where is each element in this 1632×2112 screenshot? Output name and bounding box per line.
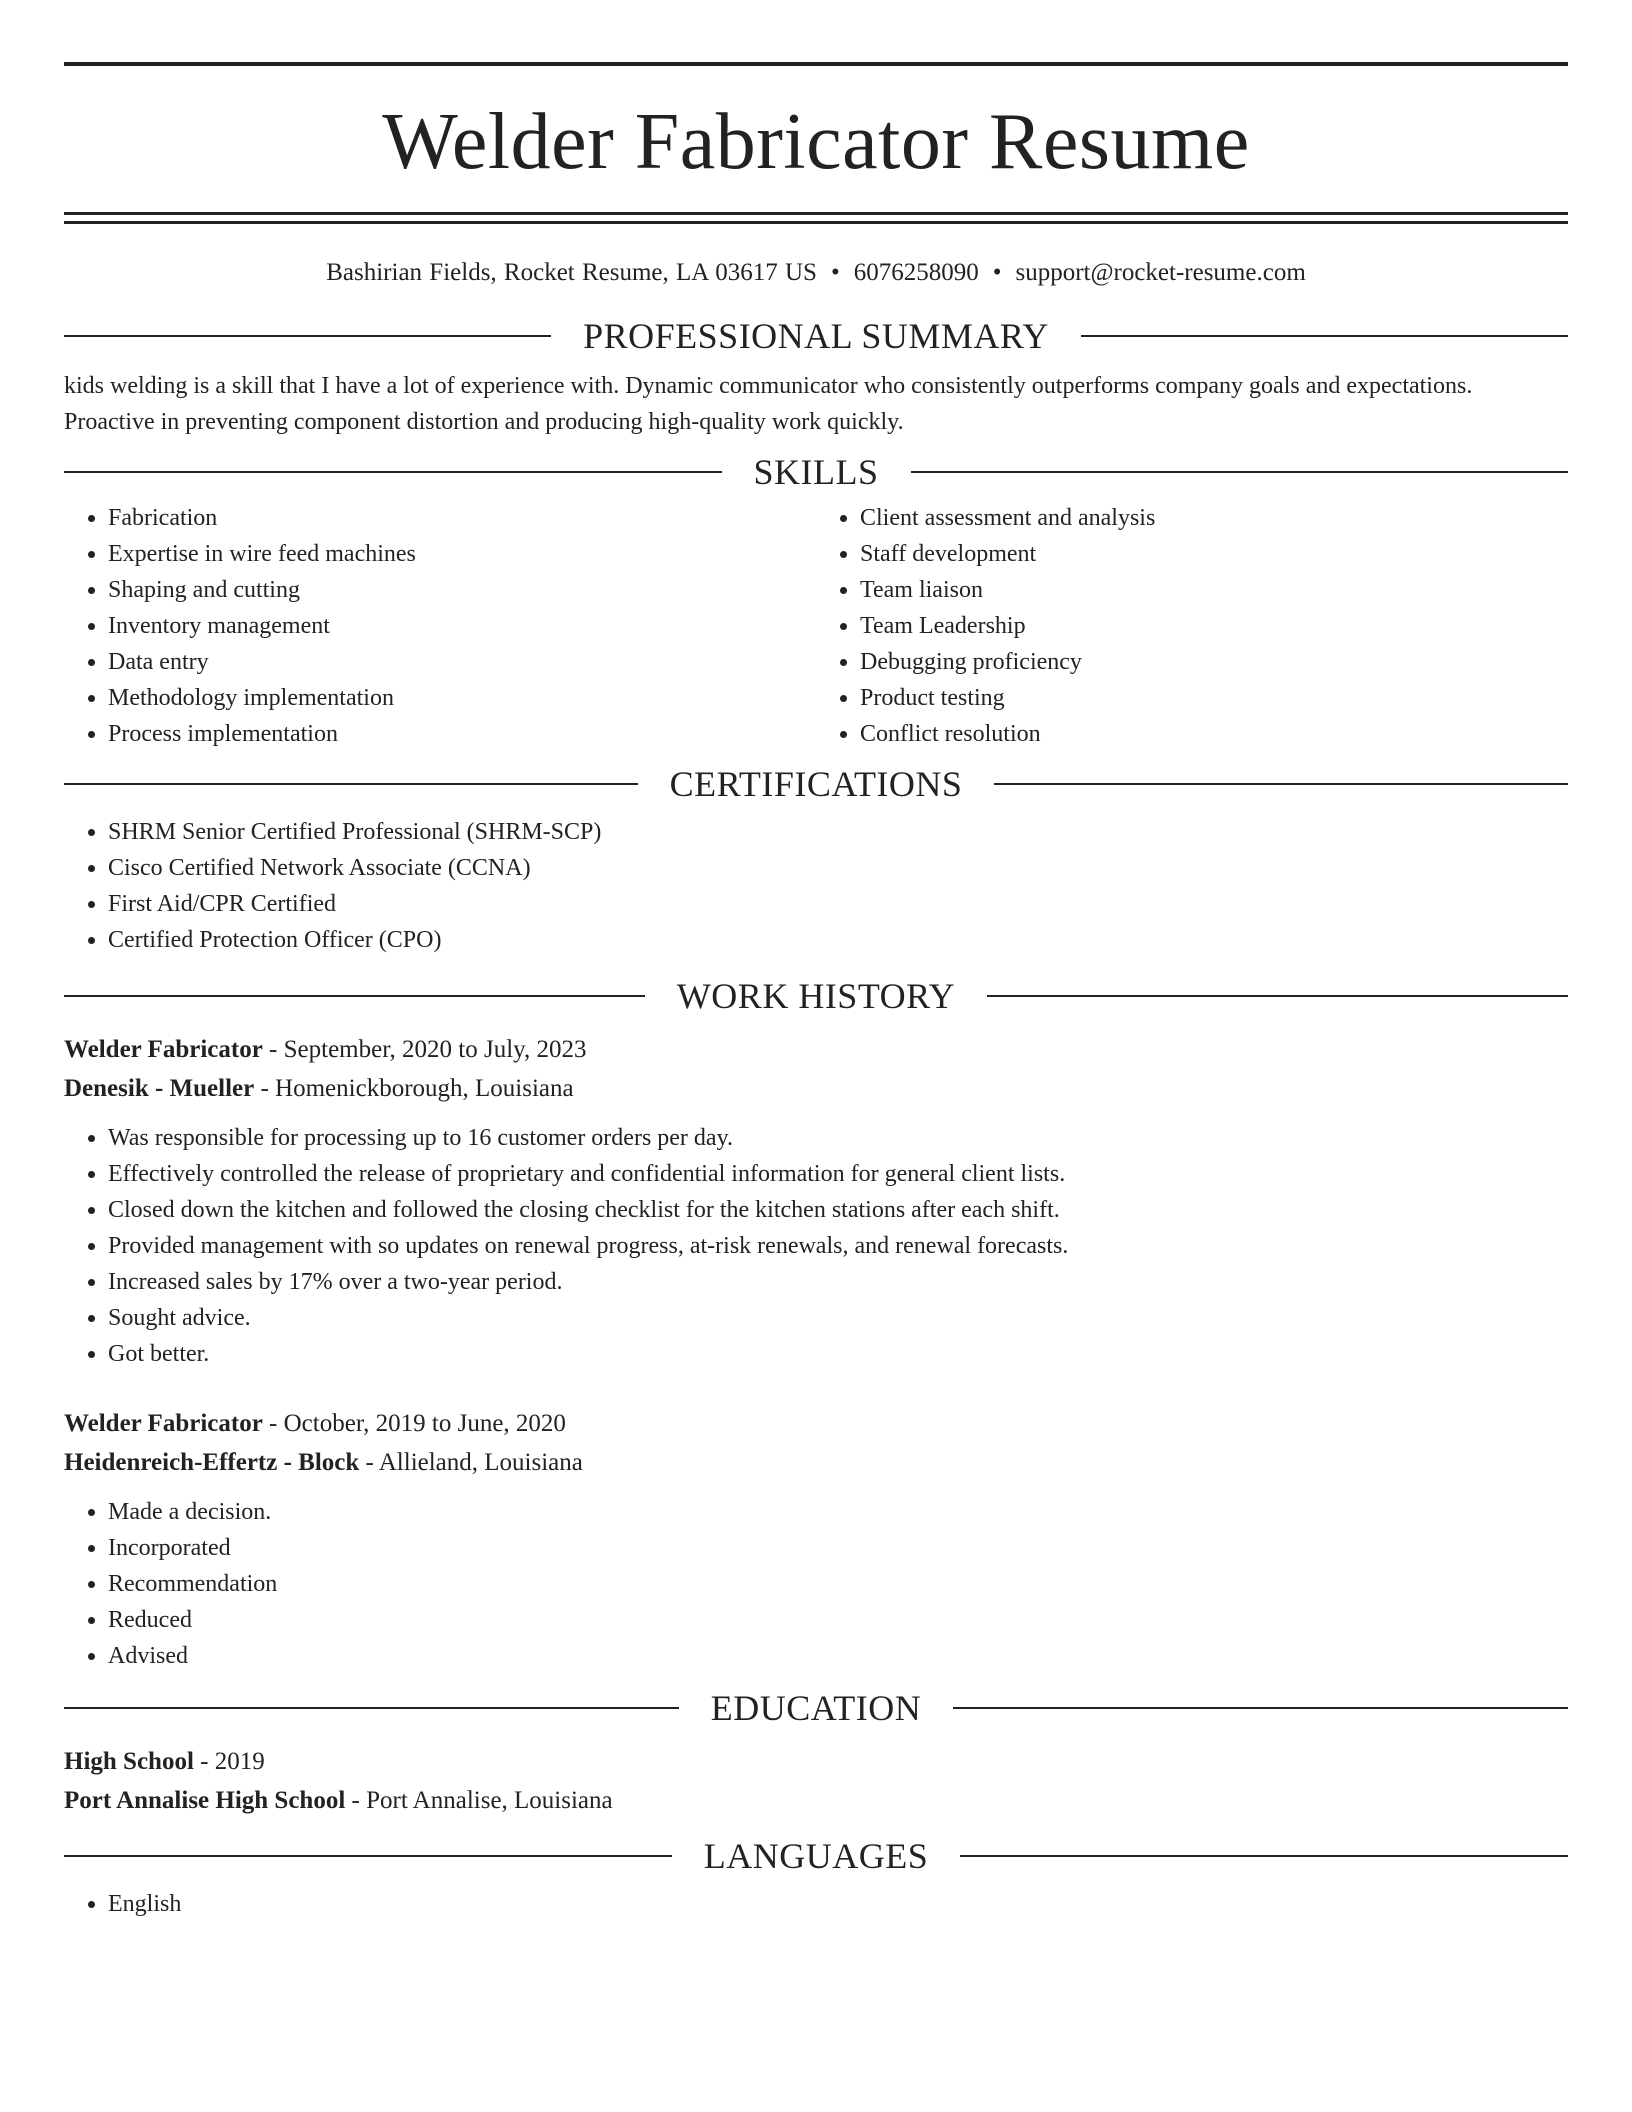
- section-rule: [960, 1855, 1568, 1857]
- job-title: Welder Fabricator: [64, 1410, 263, 1437]
- list-item: • Effectively controlled the release of proprietary and confidential information for general client lists.: [108, 1156, 1568, 1192]
- list-item: • Shaping and cutting: [108, 572, 816, 608]
- page-title: Welder Fabricator Resume: [382, 98, 1250, 186]
- top-rule: [64, 62, 1568, 66]
- list-item: • Provided management with so updates on renewal progress, at-risk renewals, and renewal forecasts.: [108, 1228, 1568, 1264]
- list-item: • Product testing: [860, 680, 1568, 716]
- summary-text: kids welding is a skill that I have a lot of experience with. Dynamic communicator who consistently outperforms company goals and expectations. Proactive in preventing component distortion and producing high-quality work quickly.: [64, 373, 1473, 435]
- education-degree: High School: [64, 1748, 194, 1775]
- contact-separator: •: [830, 259, 840, 286]
- job-dates: - September, 2020 to July, 2023: [262, 1036, 587, 1063]
- contact-separator: •: [992, 259, 1002, 286]
- contact-email: support@rocket-resume.com: [1015, 259, 1306, 286]
- list-item: • Staff development: [860, 536, 1568, 572]
- list-item: • Made a decision.: [108, 1494, 1568, 1530]
- certifications-list: [64, 814, 1568, 958]
- education-year: - 2019: [193, 1748, 265, 1775]
- list-item: • Certified Protection Officer (CPO): [108, 922, 1568, 958]
- section-rule: [64, 335, 551, 337]
- job-company-line: [64, 1443, 1568, 1482]
- list-item: • First Aid/CPR Certified: [108, 886, 1568, 922]
- section-rule: [64, 995, 645, 997]
- contact-line: [64, 258, 1568, 288]
- section-rule: [911, 471, 1569, 473]
- list-item: • Fabrication: [108, 500, 816, 536]
- education-entry: [64, 1742, 1568, 1820]
- list-item: • Sought advice.: [108, 1300, 1568, 1336]
- job-company: Heidenreich-Effertz - Block: [64, 1449, 360, 1476]
- education-location: - Port Annalise, Louisiana: [345, 1787, 613, 1814]
- section-header-certifications: [64, 764, 1568, 804]
- title-double-rule: [64, 212, 1568, 224]
- education-school-line: [64, 1781, 1568, 1820]
- job-dates: - October, 2019 to June, 2020: [262, 1410, 566, 1437]
- education-degree-line: [64, 1742, 1568, 1781]
- job-title-line: [64, 1030, 1568, 1069]
- list-item: • Got better.: [108, 1336, 1568, 1372]
- list-item: • Client assessment and analysis: [860, 500, 1568, 536]
- list-item: • Methodology implementation: [108, 680, 816, 716]
- list-item: • SHRM Senior Certified Professional (SHRM-SCP): [108, 814, 1568, 850]
- list-item: • English: [108, 1886, 1568, 1922]
- list-item: • Debugging proficiency: [860, 644, 1568, 680]
- section-rule: [1081, 335, 1568, 337]
- skills-columns: [64, 500, 1568, 752]
- section-rule: [64, 1855, 672, 1857]
- section-title-languages: LANGUAGES: [703, 1836, 929, 1876]
- section-header-summary: [64, 316, 1568, 356]
- job-location: - Allieland, Louisiana: [359, 1449, 583, 1476]
- section-header-education: [64, 1688, 1568, 1728]
- list-item: • Closed down the kitchen and followed the closing checklist for the kitchen stations after each shift.: [108, 1192, 1568, 1228]
- job-company-line: [64, 1069, 1568, 1108]
- section-title-skills: SKILLS: [753, 452, 879, 492]
- section-title-summary: PROFESSIONAL SUMMARY: [583, 316, 1049, 356]
- list-item: • Process implementation: [108, 716, 816, 752]
- job-bullets: [64, 1120, 1568, 1372]
- list-item: • Expertise in wire feed machines: [108, 536, 816, 572]
- skills-list-right: [816, 500, 1568, 752]
- list-item: • Advised: [108, 1638, 1568, 1674]
- job-title-line: [64, 1404, 1568, 1443]
- list-item: • Data entry: [108, 644, 816, 680]
- section-rule: [987, 995, 1568, 997]
- education-school: Port Annalise High School: [64, 1787, 346, 1814]
- section-header-languages: [64, 1836, 1568, 1876]
- section-rule: [994, 783, 1568, 785]
- section-title-education: EDUCATION: [710, 1688, 922, 1728]
- job-title: Welder Fabricator: [64, 1036, 263, 1063]
- section-header-work-history: [64, 976, 1568, 1016]
- list-item: • Cisco Certified Network Associate (CCNA): [108, 850, 1568, 886]
- job-bullets: [64, 1494, 1568, 1674]
- job-location: - Homenickborough, Louisiana: [254, 1075, 574, 1102]
- list-item: • Team Leadership: [860, 608, 1568, 644]
- list-item: • Team liaison: [860, 572, 1568, 608]
- section-rule: [64, 471, 722, 473]
- section-rule: [953, 1707, 1568, 1709]
- job-company: Denesik - Mueller: [64, 1075, 255, 1102]
- contact-phone: 6076258090: [853, 259, 979, 286]
- list-item: • Reduced: [108, 1602, 1568, 1638]
- section-rule: [64, 783, 638, 785]
- list-item: • Was responsible for processing up to 16 customer orders per day.: [108, 1120, 1568, 1156]
- section-rule: [64, 1707, 679, 1709]
- list-item: • Increased sales by 17% over a two-year period.: [108, 1264, 1568, 1300]
- job-entry: [64, 1030, 1568, 1372]
- job-entry: [64, 1404, 1568, 1674]
- list-item: • Conflict resolution: [860, 716, 1568, 752]
- skills-list-left: [64, 500, 816, 752]
- section-header-skills: [64, 452, 1568, 492]
- list-item: • Incorporated: [108, 1530, 1568, 1566]
- contact-address: Bashirian Fields, Rocket Resume, LA 03617 US: [326, 259, 817, 286]
- section-title-work-history: WORK HISTORY: [676, 976, 956, 1016]
- list-item: • Recommendation: [108, 1566, 1568, 1602]
- languages-list: [64, 1886, 1568, 1922]
- section-title-certifications: CERTIFICATIONS: [669, 764, 963, 804]
- list-item: • Inventory management: [108, 608, 816, 644]
